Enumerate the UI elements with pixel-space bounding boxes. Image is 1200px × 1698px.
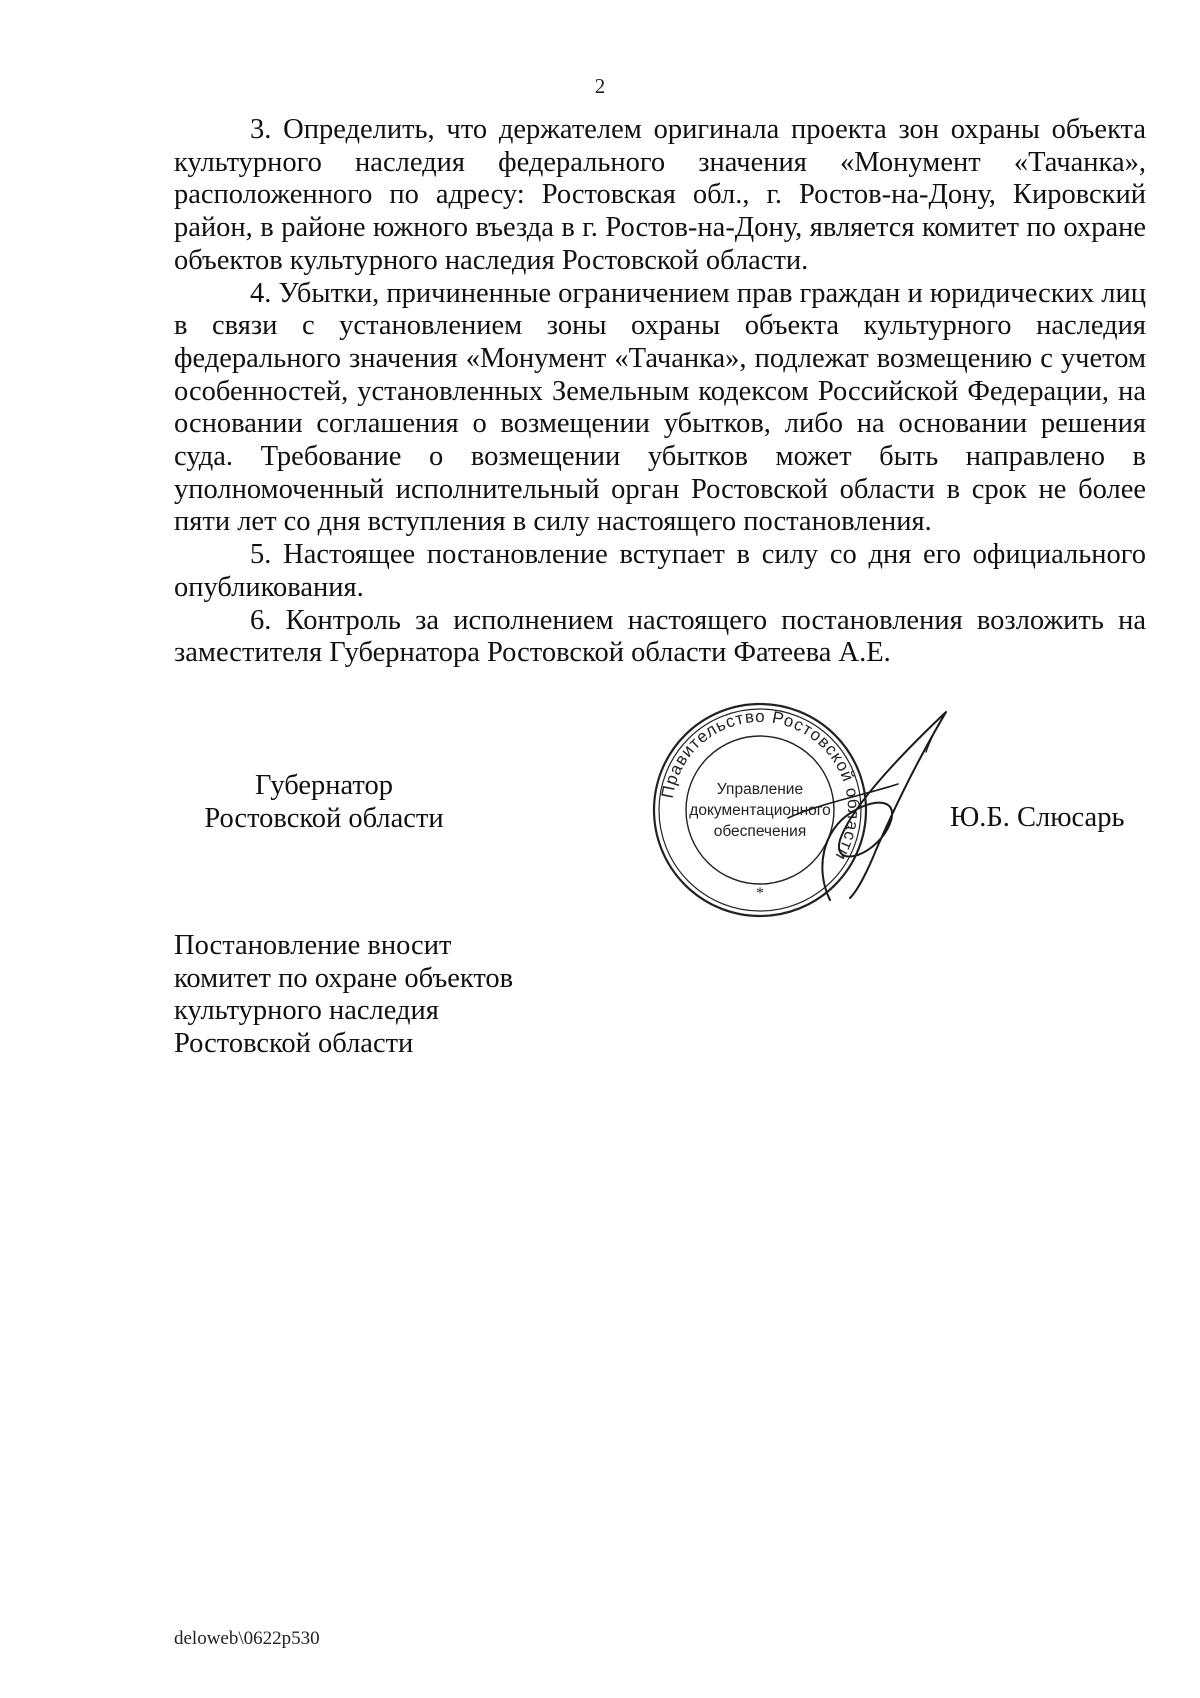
submitter-line3: культурного наследия	[174, 995, 439, 1027]
footer-document-code: deloweb\0622p530	[174, 1628, 320, 1649]
seal-center-line2: документационного	[689, 801, 831, 819]
submitter-line1: Постановление вносит	[174, 930, 452, 961]
document-body	[174, 114, 1146, 670]
paragraph-5: 5. Настоящее постановление вступает в силу со дня его официального опубликования.	[174, 539, 1146, 603]
signatory-position	[174, 770, 474, 835]
paragraph-3: 3. Определить, что держателем оригинала проекта зон охраны объекта культурного наследия федерального значения «Монумент «Тачанка», расположенного по адресу: Ростовская обл., г. Ростов-на-Дону, Кировский район, в районе южного въезда в г. Ростов-на-Дону, является комитет по охране объектов культурного наследия Ростовской области.	[174, 114, 1146, 276]
seal-ring-text: Правительство Ростовской области	[657, 706, 864, 865]
signatory-name: Ю.Б. Слюсарь	[950, 802, 1125, 833]
handwritten-signature	[770, 700, 960, 910]
position-region: Ростовской области	[204, 802, 444, 834]
submitter-line4: Ростовской области	[174, 1028, 414, 1060]
submitter-block	[174, 930, 513, 1061]
seal-center-line3: обеспечения	[713, 822, 807, 840]
paragraph-6: 6. Контроль за исполнением настоящего постановления возложить на заместителя Губернатора Ростовской области Фатеева А.Е.	[174, 604, 1146, 669]
submitter-line2: комитет по охране объектов	[174, 962, 514, 994]
paragraph-4: 4. Убытки, причиненные ограничением прав граждан и юридических лиц в связи с установлением зоны охраны объекта культурного наследия федерального значения «Монумент «Тачанка», подлежат возмещению с учетом особенностей, установленных Земельным кодексом Российской Федерации, на основании соглашения о возмещении убытков, либо на основании решения суда. Требование о возмещении убытков может быть направлено в уполномоченный исполнительный орган Ростовской области в срок не более пяти лет со дня вступления в силу настоящего постановления.	[174, 277, 1146, 538]
seal-star: *	[756, 885, 764, 902]
seal-center-line1: Управление	[716, 780, 804, 798]
page-number: 2	[594, 74, 606, 98]
position-title: Губернатор	[254, 770, 394, 801]
